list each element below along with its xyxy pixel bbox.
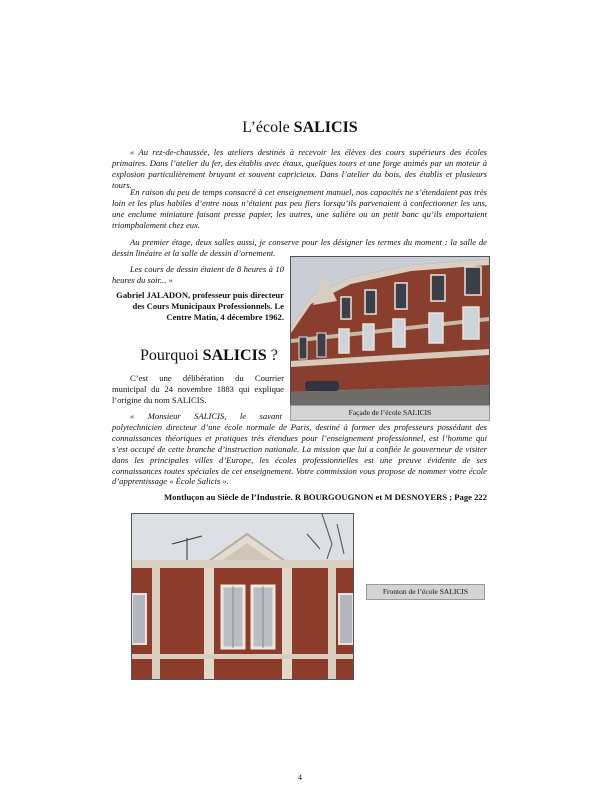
pediment-illustration: [132, 514, 353, 679]
pediment-caption: Fronton de l’école SALICIS: [366, 584, 485, 600]
facade-photo: [290, 256, 490, 406]
title-name: SALICIS: [293, 119, 358, 136]
citation-jaladon: Gabriel JALADON, professeur puis directeur des Cours Municipaux Professionnels. Le Centre Matin, 4 décembre 1962.: [116, 290, 284, 322]
quote1-paragraph-3: Au premier étage, deux salles aussi, je conserve pour les désigner les termes du moment : la salle de dessin linéaire et la salle de dessin d’ornement.: [112, 237, 487, 258]
pediment-photo: [131, 513, 354, 680]
citation-bourgougnon: Montluçon au Siècle de l’Industrie. R BOURGOUGNON et M DESNOYERS ; Page 222: [164, 492, 487, 502]
quote1-paragraph-2: En raison du peu de temps consacré à cet enseignement manuel, nos capacités ne s’étendaient pas très loin et les plus habiles d’entre nous n’étaient pas peu fiers lorsqu’ils parvenaient à confectionner les uns, une enclume miniature faisant presse papier, les autres, une salière ou un petit banc qu’ils emportaient triomphalement chez eux.: [112, 187, 487, 230]
title-prefix: L’école: [242, 119, 294, 136]
section2-paragraph-2: [112, 411, 487, 487]
page-title: [0, 119, 600, 137]
page-number: 4: [298, 773, 302, 782]
heading-prefix: Pourquoi: [140, 347, 203, 364]
section2-paragraph-2-text: « Monsieur SALICIS, le savant polytechnicien directeur d’une école normale de Paris, destiné à former des professeurs possédant des connaissances théoriques et pratiques très étendues pour l’enseignement professionnel, est l’homme qui s’est occupé de cette branche d’instruction nationale. La mission que lui a confiée le gouverneur de visiter dans les principales villes d’Europe, les écoles professionnelles est une preuve évidente de ses connaissances toutes spéciales de cet enseignement. Votre commission vous propose de nommer votre école d’apprentissage « École Salicis ».: [112, 411, 487, 487]
quote1-paragraph-1: « Au rez-de-chaussée, les ateliers destinés à recevoir les élèves des cours supérieurs des écoles primaires. Dans l’atelier du fer, des établis avec étaux, quelques tours et une forge animés par un moteur à explosion particulièrement bruyant et souvent capricieux. Dans l’atelier du bois, des établis et plusieurs tours.: [112, 147, 487, 190]
section2-paragraph-1: C’est une délibération du Courrier municipal du 24 novembre 1883 qui explique l’origine du nom SALICIS.: [112, 373, 284, 405]
section-heading: [140, 347, 278, 365]
facade-illustration: [291, 257, 489, 405]
photo-caption-gap: [282, 411, 487, 421]
heading-suffix: ?: [266, 347, 278, 364]
quote1-paragraph-4: Les cours de dessin étaient de 8 heures à 10 heures du soir... »: [112, 264, 284, 285]
heading-name: SALICIS: [202, 347, 267, 364]
facade-caption: Façade de l’école SALICIS: [290, 405, 490, 421]
